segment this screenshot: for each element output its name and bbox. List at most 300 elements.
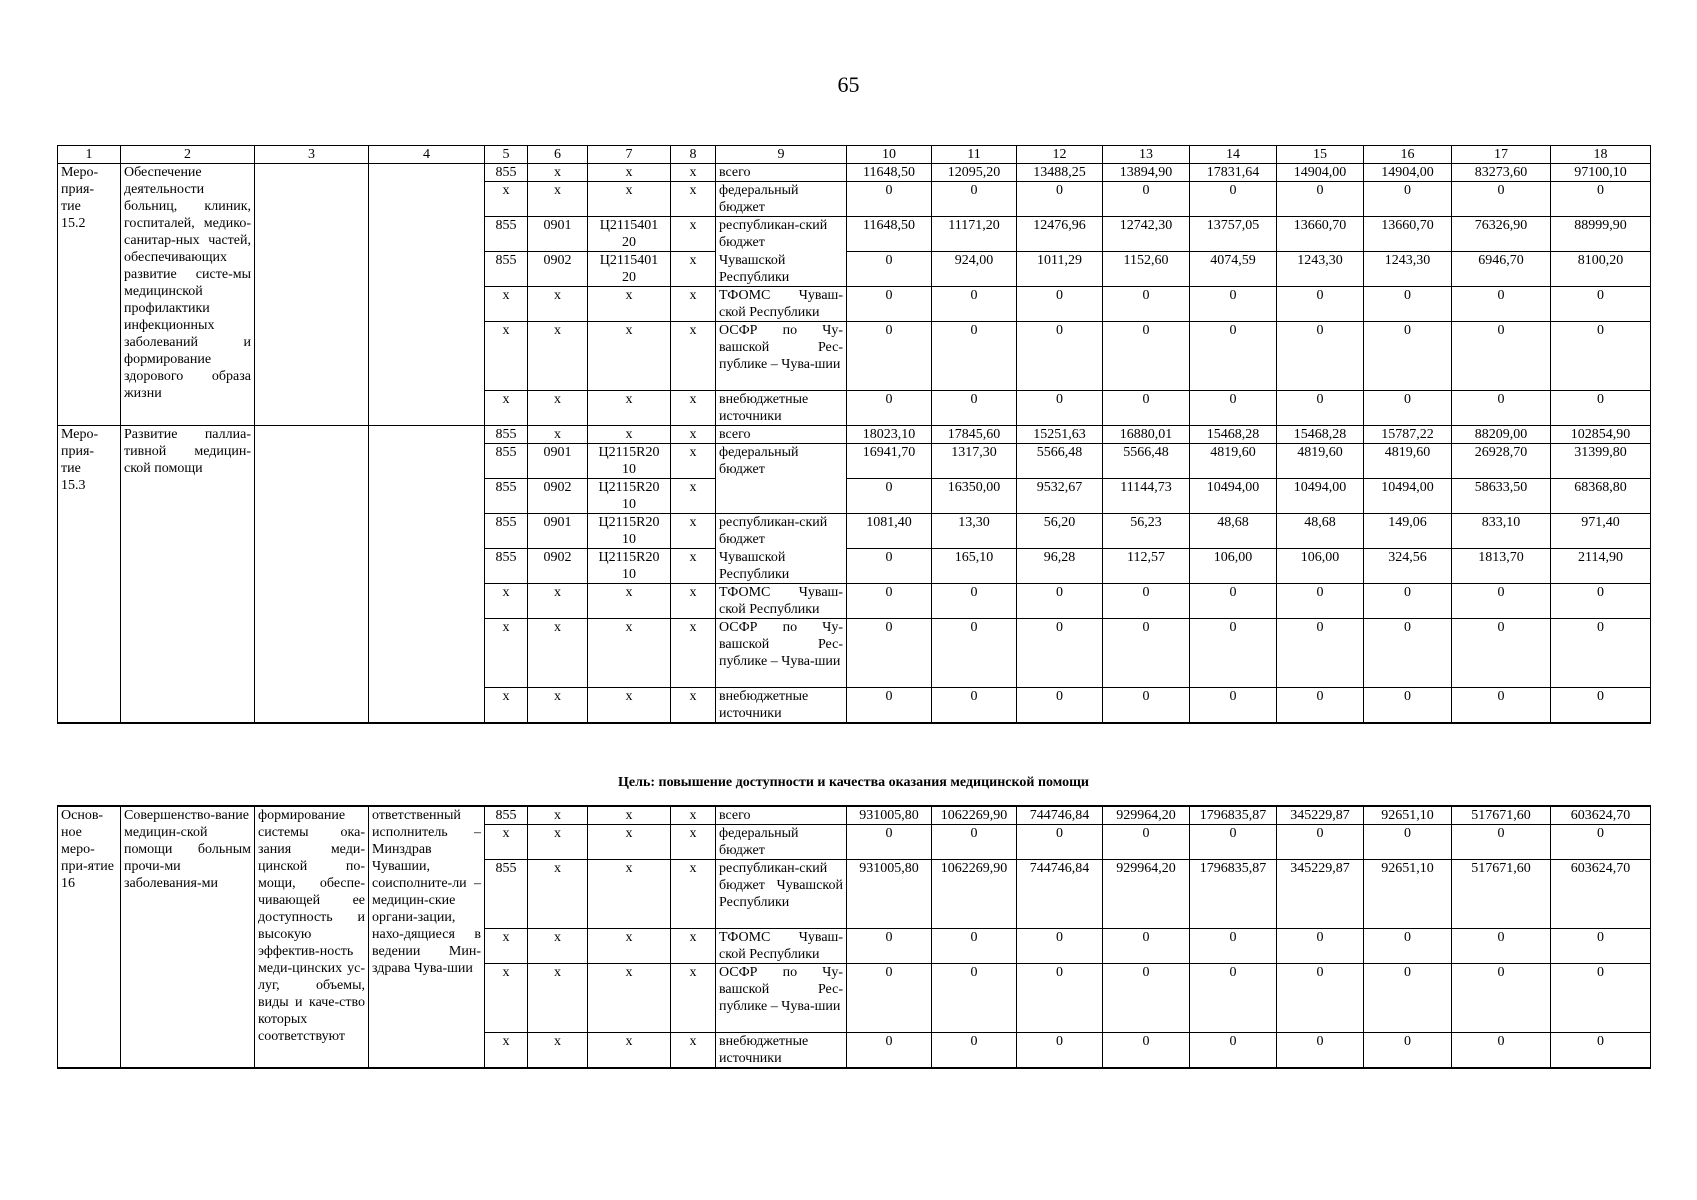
amount-value: 0 <box>1190 688 1277 724</box>
funding-source: ОСФР по Чу-вашской Рес-публике – Чува-шии <box>716 322 847 391</box>
amount-value: 48,68 <box>1277 514 1364 549</box>
budget-code: 855 <box>485 479 528 514</box>
amount-value: 0 <box>847 322 932 391</box>
amount-value: 0 <box>1364 619 1452 688</box>
amount-value: 11648,50 <box>847 164 932 182</box>
funding-source <box>716 479 847 514</box>
amount-value: 0 <box>1452 322 1551 391</box>
amount-value: 0 <box>932 584 1017 619</box>
budget-code: x <box>528 806 588 825</box>
amount-value: 17845,60 <box>932 426 1017 444</box>
amount-value: 0 <box>1017 964 1103 1033</box>
amount-value: 0 <box>1551 182 1651 217</box>
budget-code: x <box>671 929 716 964</box>
amount-value: 92651,10 <box>1364 860 1452 929</box>
budget-code: 855 <box>485 426 528 444</box>
amount-value: 112,57 <box>1103 549 1190 584</box>
amount-value: 833,10 <box>1452 514 1551 549</box>
budget-code: x <box>485 287 528 322</box>
budget-code: x <box>588 287 671 322</box>
funding-source: Чувашской Республики <box>716 252 847 287</box>
amount-value: 14904,00 <box>1277 164 1364 182</box>
amount-value: 0 <box>1277 929 1364 964</box>
amount-value: 10494,00 <box>1364 479 1452 514</box>
amount-value: 0 <box>1190 391 1277 426</box>
funding-source: республикан-ский бюджет <box>716 217 847 252</box>
amount-value: 1152,60 <box>1103 252 1190 287</box>
amount-value: 0 <box>847 391 932 426</box>
amount-value: 0 <box>1364 584 1452 619</box>
amount-value: 0 <box>1277 182 1364 217</box>
amount-value: 1796835,87 <box>1190 806 1277 825</box>
amount-value: 8100,20 <box>1551 252 1651 287</box>
column-header: 14 <box>1190 146 1277 164</box>
amount-value: 1062269,90 <box>932 806 1017 825</box>
amount-value: 0 <box>1103 929 1190 964</box>
amount-value: 14904,00 <box>1364 164 1452 182</box>
budget-code: Ц2115401 20 <box>588 217 671 252</box>
amount-value: 0 <box>1190 1033 1277 1069</box>
amount-value: 12095,20 <box>932 164 1017 182</box>
amount-value: 9532,67 <box>1017 479 1103 514</box>
amount-value: 88209,00 <box>1452 426 1551 444</box>
amount-value: 0 <box>847 1033 932 1069</box>
budget-code: x <box>588 825 671 860</box>
amount-value: 4819,60 <box>1190 444 1277 479</box>
amount-value: 0 <box>1103 825 1190 860</box>
budget-code: x <box>588 322 671 391</box>
measure-number: Основ-ное меро-при-ятие 16 <box>58 806 121 1068</box>
column-header: 3 <box>255 146 369 164</box>
program-table-part-1 <box>57 145 1651 724</box>
budget-code: x <box>671 164 716 182</box>
budget-code: x <box>528 426 588 444</box>
amount-value: 0 <box>1277 619 1364 688</box>
amount-value: 0 <box>847 287 932 322</box>
funding-source: республикан-ский бюджет Чувашской Республики <box>716 860 847 929</box>
funding-source: федеральный бюджет <box>716 444 847 479</box>
column-header: 2 <box>121 146 255 164</box>
amount-value: 1243,30 <box>1364 252 1452 287</box>
amount-value: 56,20 <box>1017 514 1103 549</box>
budget-code: x <box>528 688 588 724</box>
amount-value: 517671,60 <box>1452 860 1551 929</box>
amount-value: 0 <box>1277 322 1364 391</box>
amount-value: 0 <box>1452 391 1551 426</box>
amount-value: 0 <box>1551 391 1651 426</box>
amount-value: 0 <box>932 619 1017 688</box>
budget-code: x <box>671 619 716 688</box>
table-row <box>58 426 1651 444</box>
amount-value: 6946,70 <box>1452 252 1551 287</box>
amount-value: 931005,80 <box>847 860 932 929</box>
budget-code: x <box>588 182 671 217</box>
amount-value: 106,00 <box>1190 549 1277 584</box>
amount-value: 58633,50 <box>1452 479 1551 514</box>
column-header: 12 <box>1017 146 1103 164</box>
amount-value: 4074,59 <box>1190 252 1277 287</box>
amount-value: 0 <box>932 1033 1017 1069</box>
amount-value: 0 <box>1277 688 1364 724</box>
amount-value: 12476,96 <box>1017 217 1103 252</box>
amount-value: 1813,70 <box>1452 549 1551 584</box>
budget-code: x <box>588 1033 671 1069</box>
budget-code: Ц2115R20 10 <box>588 444 671 479</box>
amount-value: 0 <box>847 929 932 964</box>
amount-value: 0 <box>1364 964 1452 1033</box>
expected-result: формирование системы ока-зания меди-цинской по-мощи, обеспе-чивающей ее доступность и высокую эффектив-ность меди-цинских ус-луг, объемы, виды и каче-ство которых соответствуют <box>255 806 369 1068</box>
amount-value: 4819,60 <box>1364 444 1452 479</box>
budget-code: 0901 <box>528 514 588 549</box>
amount-value: 16880,01 <box>1103 426 1190 444</box>
amount-value: 16350,00 <box>932 479 1017 514</box>
budget-code: x <box>485 1033 528 1069</box>
measure-name: Развитие паллиа-тивной медицин-ской помощи <box>121 426 255 724</box>
budget-code: x <box>485 929 528 964</box>
amount-value: 76326,90 <box>1452 217 1551 252</box>
amount-value: 149,06 <box>1364 514 1452 549</box>
amount-value: 1081,40 <box>847 514 932 549</box>
budget-code: x <box>671 1033 716 1069</box>
amount-value: 0 <box>1452 825 1551 860</box>
amount-value: 0 <box>1551 964 1651 1033</box>
amount-value: 0 <box>1190 584 1277 619</box>
column-header: 17 <box>1452 146 1551 164</box>
amount-value: 0 <box>1103 619 1190 688</box>
budget-code: x <box>588 688 671 724</box>
amount-value: 0 <box>847 688 932 724</box>
amount-value: 0 <box>932 825 1017 860</box>
amount-value: 0 <box>1452 964 1551 1033</box>
amount-value: 0 <box>1190 182 1277 217</box>
amount-value: 0 <box>1452 584 1551 619</box>
amount-value: 0 <box>1551 584 1651 619</box>
budget-code: x <box>485 688 528 724</box>
amount-value: 0 <box>1017 287 1103 322</box>
amount-value: 0 <box>1364 688 1452 724</box>
amount-value: 0 <box>1103 1033 1190 1069</box>
amount-value: 0 <box>847 252 932 287</box>
funding-source: ОСФР по Чу-вашской Рес-публике – Чува-шии <box>716 619 847 688</box>
amount-value: 0 <box>1103 182 1190 217</box>
amount-value: 0 <box>1452 182 1551 217</box>
budget-code: 855 <box>485 444 528 479</box>
amount-value: 0 <box>1277 825 1364 860</box>
budget-code: 0901 <box>528 444 588 479</box>
budget-code: x <box>528 964 588 1033</box>
column-header: 9 <box>716 146 847 164</box>
budget-code: 855 <box>485 806 528 825</box>
page-number: 65 <box>837 72 860 97</box>
budget-code: Ц2115R20 10 <box>588 479 671 514</box>
amount-value: 26928,70 <box>1452 444 1551 479</box>
funding-source: внебюджетные источники <box>716 688 847 724</box>
budget-code: x <box>671 964 716 1033</box>
budget-code: x <box>528 825 588 860</box>
empty-cell <box>369 426 485 724</box>
amount-value: 0 <box>1017 929 1103 964</box>
budget-code: 855 <box>485 514 528 549</box>
amount-value: 0 <box>1190 287 1277 322</box>
budget-code: x <box>588 619 671 688</box>
amount-value: 15468,28 <box>1277 426 1364 444</box>
budget-code: x <box>671 182 716 217</box>
amount-value: 0 <box>1277 964 1364 1033</box>
budget-code: x <box>485 619 528 688</box>
amount-value: 931005,80 <box>847 806 932 825</box>
amount-value: 13757,05 <box>1190 217 1277 252</box>
amount-value: 12742,30 <box>1103 217 1190 252</box>
amount-value: 0 <box>1277 287 1364 322</box>
column-header: 18 <box>1551 146 1651 164</box>
amount-value: 11648,50 <box>847 217 932 252</box>
column-header: 16 <box>1364 146 1452 164</box>
amount-value: 13660,70 <box>1364 217 1452 252</box>
amount-value: 68368,80 <box>1551 479 1651 514</box>
column-header: 1 <box>58 146 121 164</box>
amount-value: 0 <box>1452 287 1551 322</box>
amount-value: 4819,60 <box>1277 444 1364 479</box>
funding-source: федеральный бюджет <box>716 825 847 860</box>
amount-value: 929964,20 <box>1103 806 1190 825</box>
amount-value: 88999,90 <box>1551 217 1651 252</box>
amount-value: 0 <box>1452 688 1551 724</box>
amount-value: 744746,84 <box>1017 806 1103 825</box>
budget-code: x <box>528 929 588 964</box>
column-header: 15 <box>1277 146 1364 164</box>
amount-value: 11171,20 <box>932 217 1017 252</box>
amount-value: 345229,87 <box>1277 806 1364 825</box>
amount-value: 0 <box>1452 619 1551 688</box>
header-row <box>58 146 1651 164</box>
column-header: 8 <box>671 146 716 164</box>
amount-value: 56,23 <box>1103 514 1190 549</box>
budget-code: x <box>528 860 588 929</box>
amount-value: 603624,70 <box>1551 860 1651 929</box>
amount-value: 0 <box>1364 182 1452 217</box>
amount-value: 11144,73 <box>1103 479 1190 514</box>
budget-code: x <box>671 825 716 860</box>
amount-value: 0 <box>1277 391 1364 426</box>
program-table-part-2 <box>57 805 1651 1069</box>
column-header: 10 <box>847 146 932 164</box>
funding-source: республикан-ский бюджет <box>716 514 847 549</box>
budget-code: x <box>485 964 528 1033</box>
amount-value: 0 <box>1551 825 1651 860</box>
amount-value: 0 <box>1017 584 1103 619</box>
amount-value: 31399,80 <box>1551 444 1651 479</box>
budget-code: 855 <box>485 217 528 252</box>
budget-code: x <box>485 825 528 860</box>
amount-value: 13,30 <box>932 514 1017 549</box>
budget-code: x <box>588 929 671 964</box>
budget-code: x <box>671 426 716 444</box>
budget-code: Ц2115R20 10 <box>588 549 671 584</box>
budget-code: x <box>485 182 528 217</box>
amount-value: 13894,90 <box>1103 164 1190 182</box>
amount-value: 0 <box>932 322 1017 391</box>
budget-code: x <box>588 426 671 444</box>
amount-value: 15251,63 <box>1017 426 1103 444</box>
budget-code: 0902 <box>528 549 588 584</box>
table-row <box>58 164 1651 182</box>
amount-value: 0 <box>1103 322 1190 391</box>
budget-code: x <box>528 584 588 619</box>
amount-value: 0 <box>1017 322 1103 391</box>
budget-code: x <box>671 322 716 391</box>
budget-code: x <box>671 584 716 619</box>
responsible-executor: ответственный исполнитель – Минздрав Чувашии, соисполните-ли – медицин-ские органи-зации, нахо-дящиеся в ведении Мин-здрава Чува-шии <box>369 806 485 1068</box>
amount-value: 0 <box>1017 391 1103 426</box>
measure-number: Меро- прия- тие 15.3 <box>58 426 121 724</box>
amount-value: 744746,84 <box>1017 860 1103 929</box>
budget-code: 0902 <box>528 252 588 287</box>
amount-value: 929964,20 <box>1103 860 1190 929</box>
budget-code: x <box>528 391 588 426</box>
budget-code: x <box>671 479 716 514</box>
amount-value: 0 <box>1103 584 1190 619</box>
empty-cell <box>255 426 369 724</box>
column-header: 4 <box>369 146 485 164</box>
budget-code: x <box>671 688 716 724</box>
amount-value: 0 <box>847 182 932 217</box>
amount-value: 0 <box>1364 287 1452 322</box>
amount-value: 0 <box>1190 619 1277 688</box>
budget-code: x <box>671 860 716 929</box>
amount-value: 18023,10 <box>847 426 932 444</box>
empty-cell <box>369 164 485 426</box>
amount-value: 0 <box>847 549 932 584</box>
amount-value: 0 <box>1277 1033 1364 1069</box>
goal-heading: Цель: повышение доступности и качества оказания медицинской помощи <box>618 775 1089 790</box>
budget-code: x <box>671 444 716 479</box>
amount-value: 0 <box>1017 825 1103 860</box>
budget-code: x <box>588 860 671 929</box>
funding-source: ТФОМС Чуваш-ской Республики <box>716 584 847 619</box>
table-row <box>58 806 1651 825</box>
amount-value: 0 <box>932 287 1017 322</box>
budget-code: 855 <box>485 549 528 584</box>
amount-value: 5566,48 <box>1017 444 1103 479</box>
budget-code: x <box>588 964 671 1033</box>
amount-value: 603624,70 <box>1551 806 1651 825</box>
funding-source: ТФОМС Чуваш-ской Республики <box>716 929 847 964</box>
amount-value: 1317,30 <box>932 444 1017 479</box>
amount-value: 106,00 <box>1277 549 1364 584</box>
amount-value: 345229,87 <box>1277 860 1364 929</box>
amount-value: 0 <box>1364 929 1452 964</box>
budget-code: 0901 <box>528 217 588 252</box>
empty-cell <box>255 164 369 426</box>
amount-value: 0 <box>1017 619 1103 688</box>
amount-value: 0 <box>1364 825 1452 860</box>
budget-code: x <box>528 164 588 182</box>
amount-value: 13660,70 <box>1277 217 1364 252</box>
amount-value: 0 <box>1103 287 1190 322</box>
amount-value: 0 <box>1551 929 1651 964</box>
amount-value: 0 <box>1452 1033 1551 1069</box>
budget-code: 855 <box>485 860 528 929</box>
amount-value: 83273,60 <box>1452 164 1551 182</box>
measure-number: Меро- прия- тие 15.2 <box>58 164 121 426</box>
amount-value: 0 <box>847 619 932 688</box>
amount-value: 0 <box>1364 1033 1452 1069</box>
budget-code: x <box>588 391 671 426</box>
funding-source: всего <box>716 806 847 825</box>
amount-value: 0 <box>932 688 1017 724</box>
amount-value: 102854,90 <box>1551 426 1651 444</box>
amount-value: 517671,60 <box>1452 806 1551 825</box>
amount-value: 165,10 <box>932 549 1017 584</box>
funding-source: Чувашской Республики <box>716 549 847 584</box>
amount-value: 1796835,87 <box>1190 860 1277 929</box>
amount-value: 15787,22 <box>1364 426 1452 444</box>
column-header: 7 <box>588 146 671 164</box>
budget-code: x <box>671 514 716 549</box>
budget-code: x <box>528 322 588 391</box>
budget-code: x <box>671 391 716 426</box>
budget-code: x <box>671 217 716 252</box>
budget-code: 855 <box>485 252 528 287</box>
amount-value: 0 <box>1551 322 1651 391</box>
amount-value: 971,40 <box>1551 514 1651 549</box>
amount-value: 0 <box>932 391 1017 426</box>
budget-code: x <box>588 164 671 182</box>
amount-value: 0 <box>1551 688 1651 724</box>
amount-value: 0 <box>1190 825 1277 860</box>
column-header: 5 <box>485 146 528 164</box>
amount-value: 16941,70 <box>847 444 932 479</box>
amount-value: 0 <box>847 964 932 1033</box>
budget-code: x <box>671 806 716 825</box>
amount-value: 0 <box>1551 287 1651 322</box>
budget-code: 0902 <box>528 479 588 514</box>
amount-value: 0 <box>1190 964 1277 1033</box>
amount-value: 0 <box>847 479 932 514</box>
funding-source: ТФОМС Чуваш-ской Республики <box>716 287 847 322</box>
amount-value: 92651,10 <box>1364 806 1452 825</box>
amount-value: 924,00 <box>932 252 1017 287</box>
budget-code: Ц2115401 20 <box>588 252 671 287</box>
amount-value: 0 <box>1190 929 1277 964</box>
amount-value: 10494,00 <box>1190 479 1277 514</box>
amount-value: 48,68 <box>1190 514 1277 549</box>
budget-code: x <box>671 252 716 287</box>
amount-value: 15468,28 <box>1190 426 1277 444</box>
amount-value: 5566,48 <box>1103 444 1190 479</box>
budget-code: Ц2115R20 10 <box>588 514 671 549</box>
amount-value: 0 <box>1017 1033 1103 1069</box>
amount-value: 0 <box>1103 688 1190 724</box>
funding-source: внебюджетные источники <box>716 1033 847 1069</box>
budget-code: x <box>588 806 671 825</box>
amount-value: 0 <box>1103 964 1190 1033</box>
budget-code: x <box>528 619 588 688</box>
budget-code: x <box>485 391 528 426</box>
column-header: 6 <box>528 146 588 164</box>
amount-value: 0 <box>1551 619 1651 688</box>
amount-value: 1243,30 <box>1277 252 1364 287</box>
budget-code: 855 <box>485 164 528 182</box>
funding-source: внебюджетные источники <box>716 391 847 426</box>
amount-value: 1062269,90 <box>932 860 1017 929</box>
amount-value: 0 <box>1190 322 1277 391</box>
amount-value: 97100,10 <box>1551 164 1651 182</box>
budget-code: x <box>671 287 716 322</box>
amount-value: 0 <box>1364 391 1452 426</box>
column-header: 11 <box>932 146 1017 164</box>
budget-code: x <box>485 584 528 619</box>
